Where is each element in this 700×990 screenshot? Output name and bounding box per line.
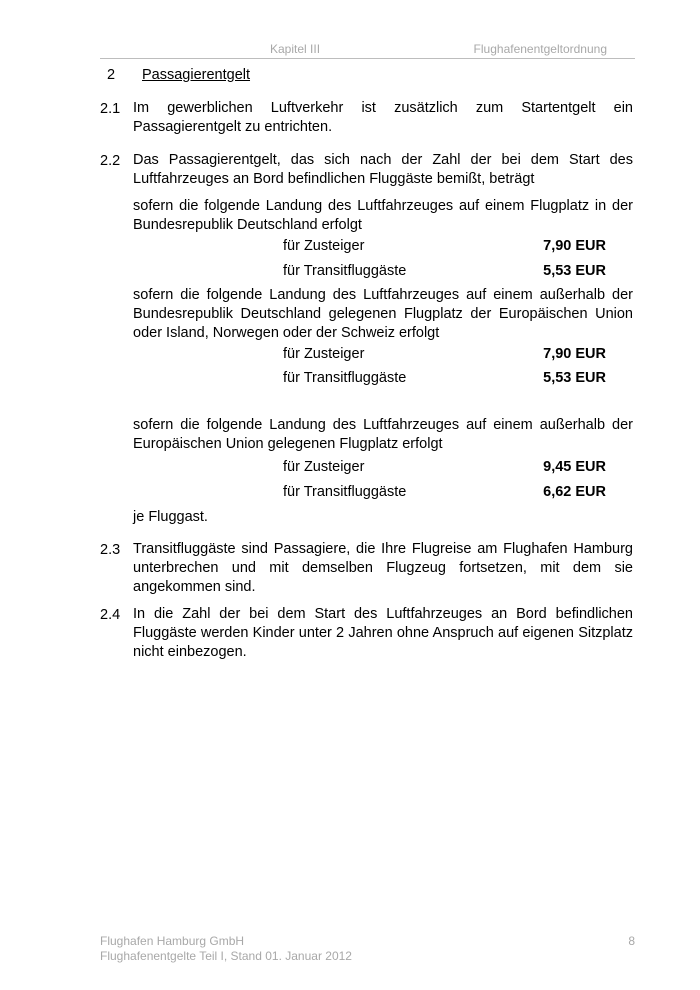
rate-label-germany-boarding: für Zusteiger: [283, 238, 365, 254]
condition-germany: sofern die folgende Landung des Luftfahrzeuges auf einem Flugplatz in der Bundesrepublik Deutschland erfolgt: [133, 198, 633, 233]
per-passenger-note: je Fluggast.: [133, 509, 208, 525]
section-number: 2: [107, 67, 116, 83]
header-chapter: Kapitel III: [270, 42, 321, 56]
rate-value-eu-transit: 5,53 EUR: [543, 370, 606, 386]
rate-label-non-eu-boarding: für Zusteiger: [283, 459, 365, 475]
section-heading: [107, 67, 251, 83]
paragraph-2-2: Das Passagierentgelt, das sich nach der Zahl der bei dem Start des Luftfahrzeuges an Bord befindlichen Fluggäste bemißt, beträgt: [133, 152, 633, 187]
condition-eu: sofern die folgende Landung des Luftfahrzeuges auf einem außerhalb der Bundesrepublik Deutschland gelegenen Flugplatz der Europäischen Union oder Island, Norwegen oder der Schweiz erfolgt: [133, 287, 633, 341]
paragraph-number-2-1: 2.1: [100, 101, 121, 117]
paragraph-2-4: In die Zahl der bei dem Start des Luftfahrzeuges an Bord befindlichen Fluggäste werden Kinder unter 2 Jahren ohne Anspruch auf eigenen Sitzplatz nicht einbezogen.: [133, 606, 633, 660]
rate-label-eu-boarding: für Zusteiger: [283, 346, 365, 362]
rate-value-germany-transit: 5,53 EUR: [543, 263, 606, 279]
rate-value-eu-boarding: 7,90 EUR: [543, 346, 606, 362]
rate-value-germany-boarding: 7,90 EUR: [543, 238, 606, 254]
rate-label-non-eu-transit: für Transitfluggäste: [283, 484, 407, 500]
paragraph-2-1: Im gewerblichen Luftverkehr ist zusätzlich zum Startentgelt ein Passagierentgelt zu entrichten.: [133, 100, 633, 135]
rate-label-germany-transit: für Transitfluggäste: [283, 263, 407, 279]
footer-company: Flughafen Hamburg GmbH: [100, 934, 245, 948]
header-document-title: Flughafenentgeltordnung: [473, 42, 607, 56]
paragraph-number-2-3: 2.3: [100, 542, 121, 558]
paragraph-2-3: Transitfluggäste sind Passagiere, die Ihre Flugreise am Flughafen Hamburg unterbrechen und mit demselben Flugzeug fortsetzen, mit dem sie angekommen sind.: [133, 541, 633, 595]
section-title: Passagierentgelt: [142, 67, 251, 83]
footer-edition: Flughafenentgelte Teil I, Stand 01. Januar 2012: [100, 949, 352, 963]
page-number: 8: [628, 934, 635, 948]
rate-label-eu-transit: für Transitfluggäste: [283, 370, 407, 386]
rate-value-non-eu-boarding: 9,45 EUR: [543, 459, 606, 475]
page-footer: [100, 934, 352, 964]
paragraph-number-2-4: 2.4: [100, 607, 121, 623]
paragraph-number-2-2: 2.2: [100, 153, 121, 169]
rate-value-non-eu-transit: 6,62 EUR: [543, 484, 606, 500]
page-header: [100, 40, 635, 59]
condition-non-eu: sofern die folgende Landung des Luftfahrzeuges auf einem außerhalb der Europäischen Union gelegenen Flugplatz erfolgt: [133, 417, 633, 452]
